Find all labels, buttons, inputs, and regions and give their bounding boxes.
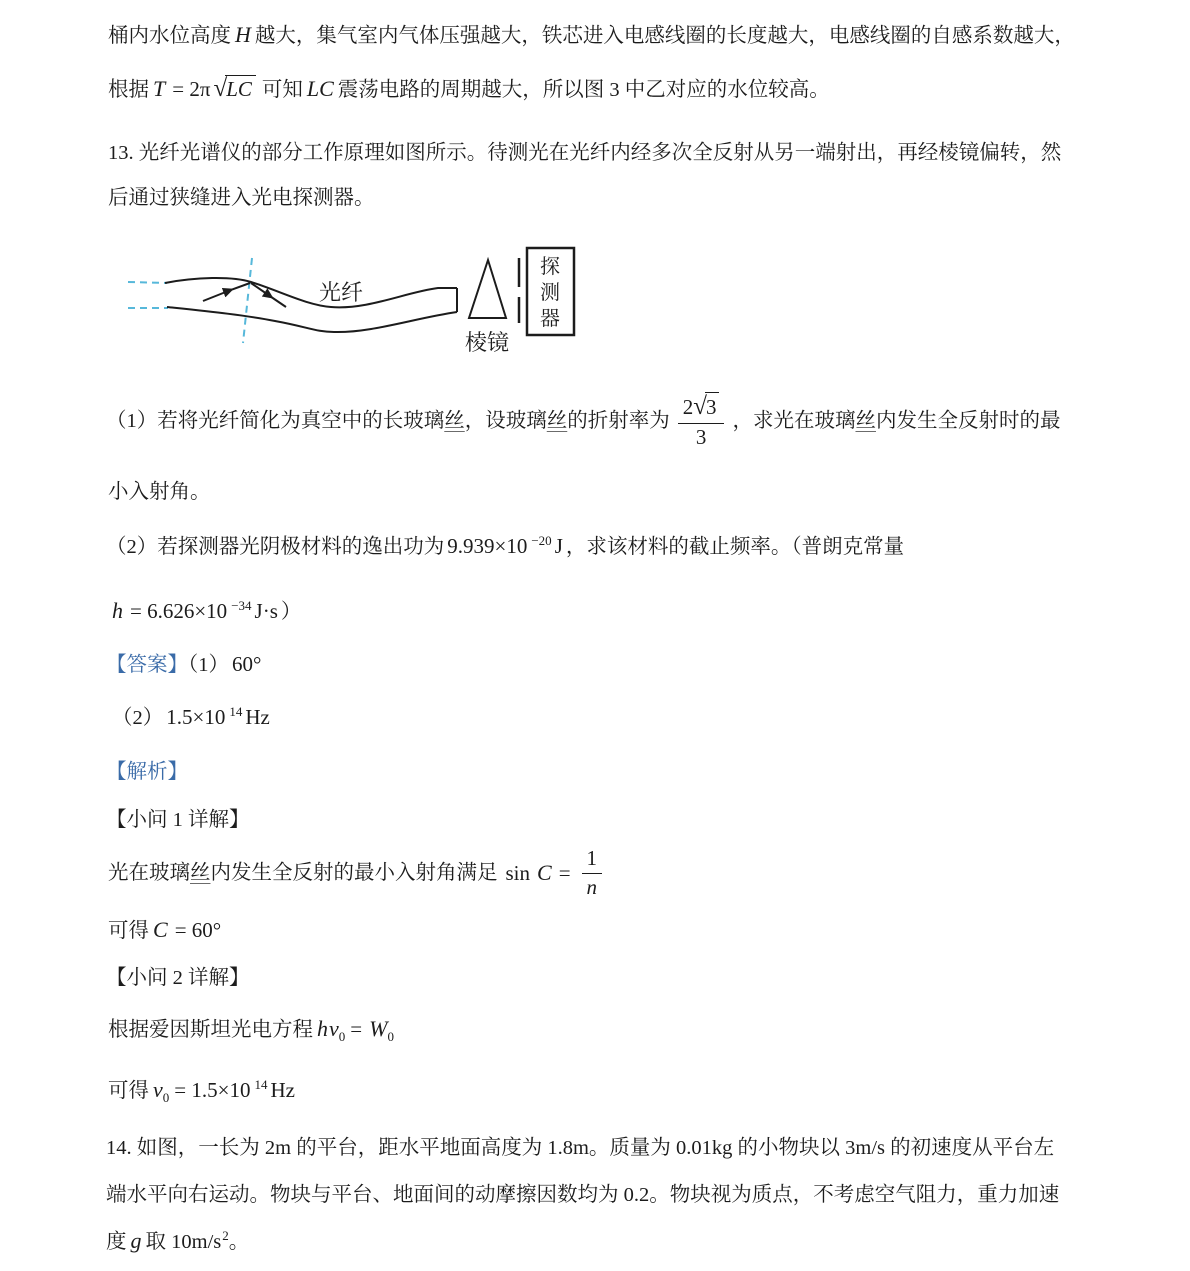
q13-text-2: 后通过狭缝进入光电探测器。	[108, 187, 375, 209]
math-var-H: H	[235, 22, 251, 47]
cutoff-frequency-line	[108, 1075, 298, 1108]
radical-LC: LC	[225, 75, 256, 101]
prism-shape	[469, 260, 506, 318]
part1-text-c: 的折射率为	[567, 410, 670, 432]
analysis-underlined-si: 丝	[190, 862, 211, 884]
math-var-C-2: C	[153, 917, 168, 942]
part2-text-b: ，求该材料的截止频率。（普朗克常量	[565, 536, 905, 558]
answer-line-1	[106, 649, 264, 680]
q13-line-2	[108, 183, 375, 213]
nu-subscript: 0	[338, 1029, 346, 1044]
prism-label: 棱镜	[464, 330, 510, 355]
analysis-label-line	[106, 757, 188, 787]
fraction-num-coef: 2	[682, 394, 694, 419]
part1-text-e: 内发生全反射时的最	[875, 410, 1061, 432]
sin-fraction-num: 1	[586, 846, 598, 871]
analysis-text-1a: 光在玻璃	[108, 862, 190, 884]
answer-part2-unit: Hz	[245, 705, 270, 729]
math-var-nu-2: ν	[153, 1077, 163, 1102]
answer-label: 【答案】	[106, 654, 188, 676]
intro-text-2b: 可知	[261, 79, 303, 101]
fiber-bottom-curve	[167, 307, 457, 332]
cutoff-exponent: 14	[254, 1077, 268, 1092]
answer-part2-exponent: 14	[229, 704, 243, 719]
part1-text-b: ，设玻璃	[464, 410, 547, 432]
part1-underlined-si-2: 丝	[546, 410, 568, 432]
math-var-C: C	[537, 860, 552, 885]
intro-line-1	[108, 20, 1075, 51]
subquestion2-header	[106, 963, 250, 993]
analysis-text-3a: 根据爱因斯坦光电方程	[108, 1019, 313, 1041]
q14-text-3b: 取 10m/s	[145, 1231, 222, 1253]
fraction-radical-sign: √	[693, 392, 707, 420]
math-var-g: g	[130, 1228, 142, 1253]
part1-line-2	[108, 477, 211, 507]
q14-line-3	[106, 1226, 249, 1259]
intro-text-1a: 桶内水位高度	[108, 25, 231, 47]
fraction-radicand: 3	[705, 392, 720, 421]
subquestion1-header-text: 【小问 1 详解】	[106, 809, 250, 831]
analysis-text-1b: 内发生全反射的最小入射角满足	[210, 862, 498, 884]
subquestion1-header	[106, 805, 250, 835]
detector-label-char-3: 器	[540, 308, 560, 330]
planck-unit: J·s	[254, 599, 278, 623]
q14-line-2	[106, 1180, 1059, 1210]
part1-text-d: ，求光在玻璃	[732, 410, 856, 432]
work-function-exponent: −20	[531, 533, 552, 548]
planck-constant-line	[112, 596, 301, 629]
cutoff-value: = 1.5×10	[174, 1078, 251, 1102]
q14-text-2: 端水平向右运动。物块与平台、地面间的动摩擦因数均为 0.2。物块视为质点，不考虑空气阻力，重力加速	[106, 1184, 1060, 1206]
fiber-label: 光纤	[318, 280, 364, 305]
q14-exponent: 2	[222, 1228, 229, 1243]
part1-text-a: （1）若将光纤简化为真空中的长玻璃	[106, 410, 445, 432]
analysis-sin-line	[108, 843, 610, 903]
fiber-top-curve	[165, 278, 457, 307]
math-eq-2pi: = 2π	[172, 77, 211, 101]
part2-text-a: （2）若探测器光阴极材料的逸出功为	[106, 536, 445, 558]
intro-text-1c: 越大，集气室内气体压强越大，铁芯进入电感线圈的长度越大，电感线圈的自感系数越大，	[254, 25, 1075, 47]
q13-line-1	[108, 138, 1061, 168]
work-function-unit: J	[554, 534, 563, 558]
planck-exponent: −34	[231, 598, 252, 613]
radical-sign: √	[213, 75, 228, 102]
photoelectric-equation-line	[108, 1014, 396, 1047]
planck-value: = 6.626×10	[130, 599, 228, 623]
part1-underlined-si-3: 丝	[855, 410, 876, 432]
answer-part1-value: 60°	[232, 652, 262, 676]
analysis-text-2a: 可得	[108, 920, 149, 942]
close-paren: ）	[280, 601, 302, 623]
math-var-h: h	[112, 598, 123, 623]
part1-underlined-si-1: 丝	[444, 410, 465, 432]
q14-text-1: 14. 如图，一长为 2m 的平台，距水平地面高度为 1.8m。质量为 0.01kg 的小物块以 3m/s 的初速度从平台左	[106, 1137, 1055, 1159]
normal-dash-line	[243, 258, 252, 343]
answer-part2-index: （2）	[112, 707, 164, 729]
q14-text-3c: 。	[228, 1231, 250, 1253]
answer-part2-value: 1.5×10	[166, 705, 226, 729]
q14-line-1	[106, 1133, 1054, 1163]
answer-line-2	[112, 702, 273, 735]
math-var-W: W	[369, 1016, 388, 1041]
fiber-spectrometer-figure	[110, 232, 590, 372]
work-function-value: 9.939×10	[447, 534, 528, 558]
intro-line-2	[108, 74, 830, 105]
math-var-LC: LC	[306, 76, 334, 101]
math-var-nu: ν	[329, 1016, 339, 1041]
sin-fraction-den: n	[582, 873, 603, 901]
math-var-T: T	[153, 76, 166, 101]
q13-text-1: 13. 光纤光谱仪的部分工作原理如图所示。待测光在光纤内经多次全反射从另一端射出，再经棱镜偏转，然	[108, 142, 1062, 164]
q14-text-3a: 度	[106, 1231, 127, 1253]
math-eq-sign-2: =	[350, 1017, 363, 1041]
incident-ray-arrow	[203, 283, 250, 301]
detector-label-char-2: 测	[540, 282, 560, 304]
guide-lines	[128, 258, 252, 343]
nu-subscript-2: 0	[162, 1090, 170, 1105]
math-fn-sin: sin	[505, 861, 531, 885]
detector-label-char-1: 探	[540, 256, 560, 278]
math-var-h-2: h	[317, 1016, 328, 1041]
fiber-axis-dash-top	[128, 282, 167, 283]
intro-text-2a: 根据	[108, 79, 149, 101]
math-eq-sign: =	[558, 861, 571, 885]
fraction-denominator: 3	[678, 423, 725, 451]
answer-part1-index: （1）	[188, 654, 229, 676]
part2-line-1	[106, 531, 904, 564]
reflected-ray-arrow	[251, 283, 286, 307]
sin-fraction	[582, 845, 603, 901]
part1-text-f: 小入射角。	[108, 481, 211, 503]
W-subscript: 0	[387, 1029, 394, 1044]
intro-text-2c: 震荡电路的周期越大，所以图 3 中乙对应的水位较高。	[337, 79, 830, 101]
subquestion2-header-text: 【小问 2 详解】	[106, 967, 250, 989]
analysis-result1-line	[108, 915, 224, 946]
result1-value: = 60°	[174, 918, 222, 942]
analysis-text-4a: 可得	[108, 1080, 149, 1102]
cutoff-unit: Hz	[270, 1078, 295, 1102]
refractive-index-fraction	[678, 391, 725, 452]
part1-line-1	[106, 390, 1060, 452]
analysis-label: 【解析】	[106, 761, 188, 783]
